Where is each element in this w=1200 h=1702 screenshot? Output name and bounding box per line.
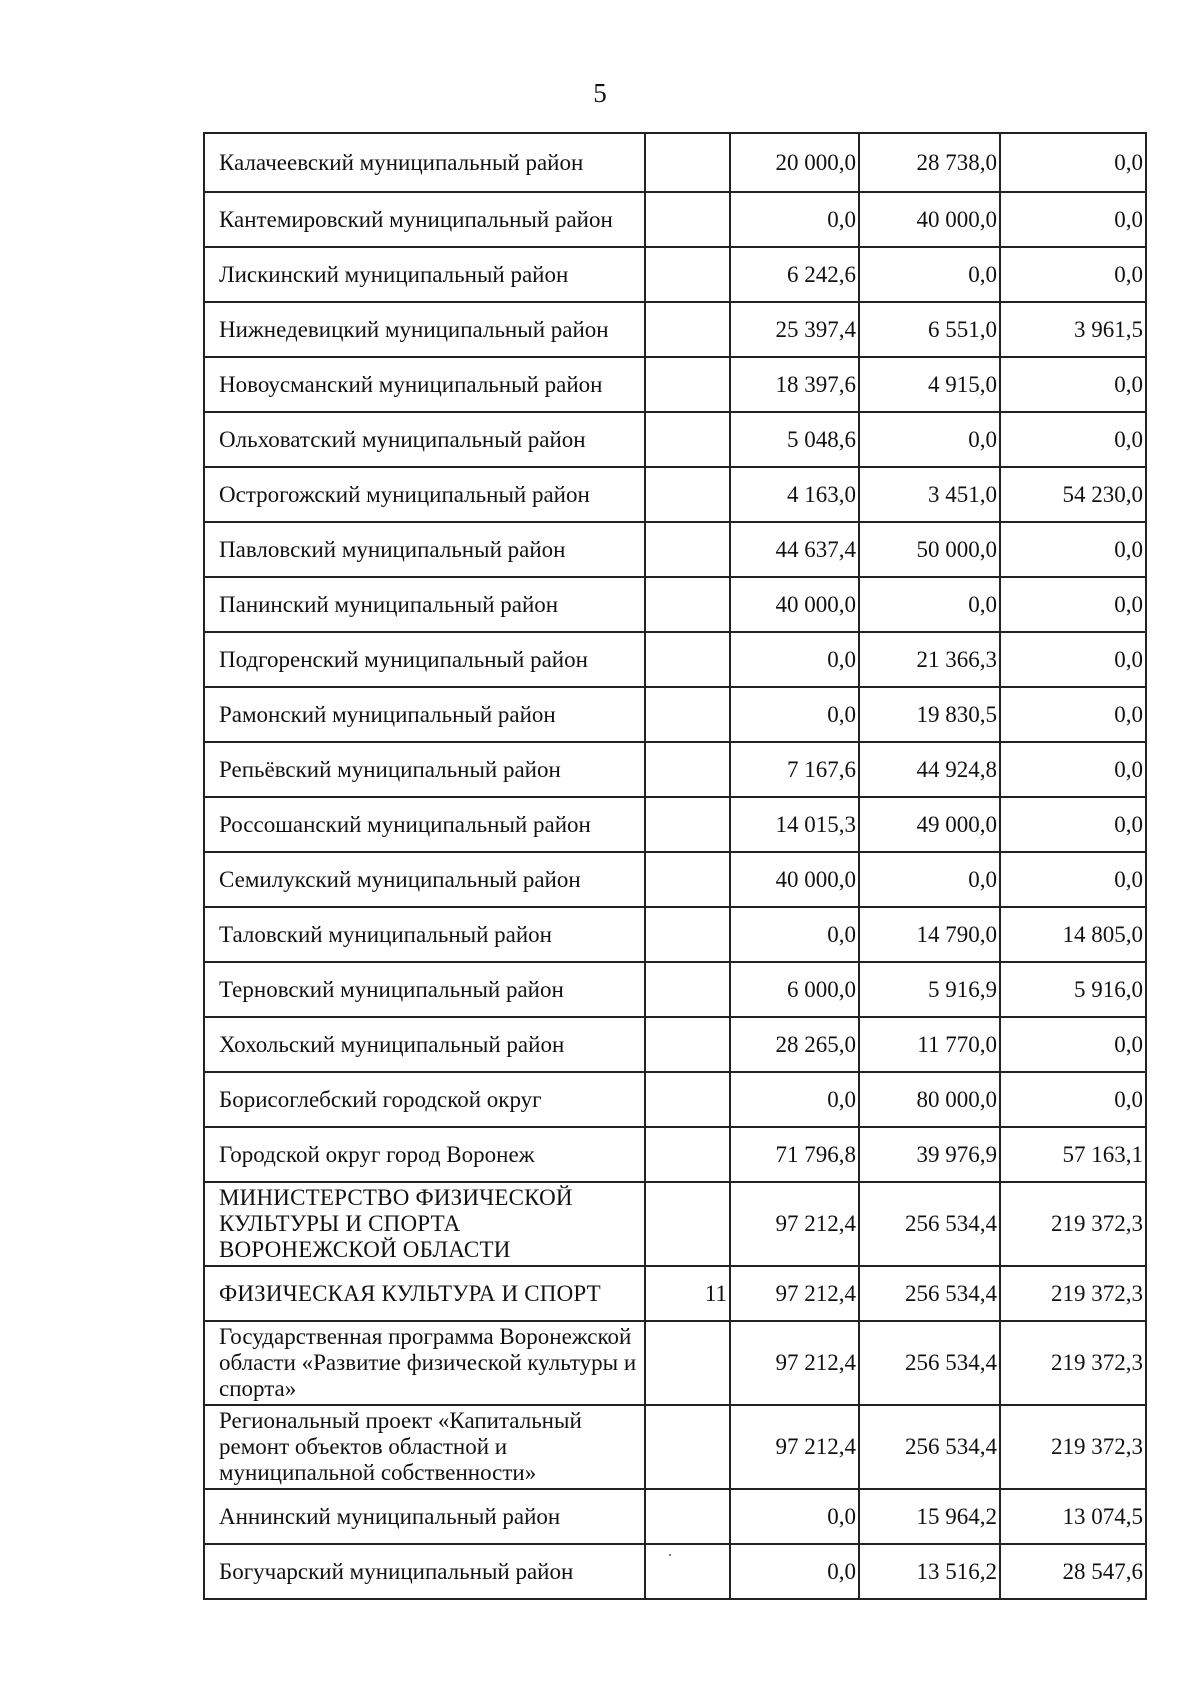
- scan-speck: [669, 1554, 671, 1556]
- table-row: [204, 1072, 1146, 1127]
- table-row: [204, 1321, 1146, 1405]
- row-value-2: 0,0: [859, 577, 1000, 632]
- row-value-1: 18 397,6: [730, 357, 859, 412]
- row-code: [645, 467, 730, 522]
- row-value-1: 97 212,4: [730, 1321, 859, 1405]
- row-value-2: 49 000,0: [859, 797, 1000, 852]
- budget-table-body: [204, 133, 1146, 1599]
- row-name: Кантемировский муниципальный район: [204, 192, 645, 247]
- row-name: Новоусманский муниципальный район: [204, 357, 645, 412]
- row-value-2: 256 534,4: [859, 1321, 1000, 1405]
- table-row: [204, 852, 1146, 907]
- row-value-2: 50 000,0: [859, 522, 1000, 577]
- row-name: Лискинский муниципальный район: [204, 247, 645, 302]
- row-value-3: 28 547,6: [1000, 1544, 1146, 1599]
- row-code: [645, 1405, 730, 1489]
- row-code: [645, 192, 730, 247]
- row-value-3: 3 961,5: [1000, 302, 1146, 357]
- row-value-1: 71 796,8: [730, 1127, 859, 1182]
- row-name: Семилукский муниципальный район: [204, 852, 645, 907]
- table-row: [204, 962, 1146, 1017]
- row-value-3: 0,0: [1000, 632, 1146, 687]
- row-value-2: 44 924,8: [859, 742, 1000, 797]
- row-value-3: 0,0: [1000, 742, 1146, 797]
- row-name: Рамонский муниципальный район: [204, 687, 645, 742]
- table-row: [204, 742, 1146, 797]
- row-code: [645, 1182, 730, 1266]
- row-code: [645, 1072, 730, 1127]
- row-value-3: 219 372,3: [1000, 1182, 1146, 1266]
- row-value-3: 0,0: [1000, 247, 1146, 302]
- row-value-1: 0,0: [730, 632, 859, 687]
- row-code: [645, 962, 730, 1017]
- row-value-3: 0,0: [1000, 1017, 1146, 1072]
- row-code: [645, 1017, 730, 1072]
- row-code: [645, 522, 730, 577]
- table-row: [204, 632, 1146, 687]
- row-value-3: 54 230,0: [1000, 467, 1146, 522]
- row-name: МИНИСТЕРСТВО ФИЗИЧЕСКОЙ КУЛЬТУРЫ И СПОРТА ВОРОНЕЖСКОЙ ОБЛАСТИ: [204, 1182, 645, 1266]
- row-value-3: 0,0: [1000, 412, 1146, 467]
- row-value-2: 0,0: [859, 247, 1000, 302]
- row-value-2: 39 976,9: [859, 1127, 1000, 1182]
- row-code: [645, 133, 730, 192]
- row-name: Ольховатский муниципальный район: [204, 412, 645, 467]
- row-name: Павловский муниципальный район: [204, 522, 645, 577]
- table-row: [204, 1017, 1146, 1072]
- row-value-2: 15 964,2: [859, 1489, 1000, 1544]
- row-value-1: 97 212,4: [730, 1266, 859, 1321]
- row-code: [645, 357, 730, 412]
- row-value-1: 0,0: [730, 1489, 859, 1544]
- row-name: Борисоглебский городской округ: [204, 1072, 645, 1127]
- row-name: Подгоренский муниципальный район: [204, 632, 645, 687]
- row-value-3: 219 372,3: [1000, 1266, 1146, 1321]
- row-value-2: 40 000,0: [859, 192, 1000, 247]
- row-code: [645, 1489, 730, 1544]
- row-value-2: 11 770,0: [859, 1017, 1000, 1072]
- row-code: [645, 1321, 730, 1405]
- row-value-3: 0,0: [1000, 522, 1146, 577]
- row-value-3: 0,0: [1000, 192, 1146, 247]
- row-value-1: 0,0: [730, 1544, 859, 1599]
- row-code: [645, 412, 730, 467]
- row-value-2: 28 738,0: [859, 133, 1000, 192]
- row-value-1: 6 242,6: [730, 247, 859, 302]
- row-code: [645, 247, 730, 302]
- row-value-2: 0,0: [859, 412, 1000, 467]
- row-name: Государственная программа Воронежской области «Развитие физической культуры и спорта»: [204, 1321, 645, 1405]
- table-row: [204, 357, 1146, 412]
- row-value-3: 14 805,0: [1000, 907, 1146, 962]
- row-value-3: 219 372,3: [1000, 1321, 1146, 1405]
- table-row: [204, 1182, 1146, 1266]
- row-value-3: 0,0: [1000, 357, 1146, 412]
- row-value-2: 13 516,2: [859, 1544, 1000, 1599]
- row-code: 11: [645, 1266, 730, 1321]
- row-value-1: 44 637,4: [730, 522, 859, 577]
- row-code: [645, 742, 730, 797]
- row-name: Таловский муниципальный район: [204, 907, 645, 962]
- row-name: ФИЗИЧЕСКАЯ КУЛЬТУРА И СПОРТ: [204, 1266, 645, 1321]
- row-value-2: 0,0: [859, 852, 1000, 907]
- budget-table: [203, 132, 1147, 1600]
- row-name: Нижнедевицкий муниципальный район: [204, 302, 645, 357]
- row-value-1: 14 015,3: [730, 797, 859, 852]
- row-value-1: 97 212,4: [730, 1182, 859, 1266]
- table-row: [204, 797, 1146, 852]
- table-row: [204, 1405, 1146, 1489]
- table-row: [204, 1127, 1146, 1182]
- table-row: [204, 522, 1146, 577]
- row-value-1: 7 167,6: [730, 742, 859, 797]
- row-name: Панинский муниципальный район: [204, 577, 645, 632]
- row-code: [645, 302, 730, 357]
- row-name: Россошанский муниципальный район: [204, 797, 645, 852]
- row-value-1: 25 397,4: [730, 302, 859, 357]
- row-value-2: 256 534,4: [859, 1182, 1000, 1266]
- row-name: Региональный проект «Капитальный ремонт объектов областной и муниципальной собственности»: [204, 1405, 645, 1489]
- row-value-1: 4 163,0: [730, 467, 859, 522]
- row-value-1: 0,0: [730, 687, 859, 742]
- row-value-3: 0,0: [1000, 852, 1146, 907]
- row-value-3: 0,0: [1000, 1072, 1146, 1127]
- row-value-2: 80 000,0: [859, 1072, 1000, 1127]
- table-row: [204, 302, 1146, 357]
- row-value-1: 0,0: [730, 192, 859, 247]
- row-value-2: 6 551,0: [859, 302, 1000, 357]
- table-row: [204, 687, 1146, 742]
- row-value-2: 21 366,3: [859, 632, 1000, 687]
- row-value-2: 19 830,5: [859, 687, 1000, 742]
- row-code: [645, 632, 730, 687]
- row-value-1: 40 000,0: [730, 852, 859, 907]
- row-code: [645, 797, 730, 852]
- table-row: [204, 1489, 1146, 1544]
- table-row: [204, 577, 1146, 632]
- row-code: [645, 852, 730, 907]
- row-value-2: 3 451,0: [859, 467, 1000, 522]
- table-row: [204, 907, 1146, 962]
- row-value-1: 40 000,0: [730, 577, 859, 632]
- row-value-1: 6 000,0: [730, 962, 859, 1017]
- row-name: Аннинский муниципальный район: [204, 1489, 645, 1544]
- row-value-1: 0,0: [730, 907, 859, 962]
- row-name: Репьёвский муниципальный район: [204, 742, 645, 797]
- row-value-1: 28 265,0: [730, 1017, 859, 1072]
- row-value-3: 219 372,3: [1000, 1405, 1146, 1489]
- row-name: Острогожский муниципальный район: [204, 467, 645, 522]
- page-number: 5: [593, 78, 607, 108]
- row-code: [645, 577, 730, 632]
- row-value-1: 5 048,6: [730, 412, 859, 467]
- row-value-3: 0,0: [1000, 687, 1146, 742]
- row-value-3: 0,0: [1000, 797, 1146, 852]
- row-value-2: 256 534,4: [859, 1266, 1000, 1321]
- row-value-1: 97 212,4: [730, 1405, 859, 1489]
- row-value-2: 5 916,9: [859, 962, 1000, 1017]
- row-value-1: 20 000,0: [730, 133, 859, 192]
- row-value-2: 4 915,0: [859, 357, 1000, 412]
- table-row: [204, 133, 1146, 192]
- row-value-1: 0,0: [730, 1072, 859, 1127]
- row-value-3: 5 916,0: [1000, 962, 1146, 1017]
- row-name: Калачеевский муниципальный район: [204, 133, 645, 192]
- row-name: Городской округ город Воронеж: [204, 1127, 645, 1182]
- table-row: [204, 1266, 1146, 1321]
- row-code: [645, 907, 730, 962]
- table-row: [204, 467, 1146, 522]
- row-value-2: 256 534,4: [859, 1405, 1000, 1489]
- table-row: [204, 1544, 1146, 1599]
- row-value-3: 57 163,1: [1000, 1127, 1146, 1182]
- table-row: [204, 247, 1146, 302]
- row-name: Терновский муниципальный район: [204, 962, 645, 1017]
- row-value-3: 13 074,5: [1000, 1489, 1146, 1544]
- row-name: Богучарский муниципальный район: [204, 1544, 645, 1599]
- table-row: [204, 192, 1146, 247]
- row-value-2: 14 790,0: [859, 907, 1000, 962]
- row-code: [645, 1127, 730, 1182]
- row-code: [645, 687, 730, 742]
- row-name: Хохольский муниципальный район: [204, 1017, 645, 1072]
- table-row: [204, 412, 1146, 467]
- row-value-3: 0,0: [1000, 133, 1146, 192]
- row-value-3: 0,0: [1000, 577, 1146, 632]
- row-code: [645, 1544, 730, 1599]
